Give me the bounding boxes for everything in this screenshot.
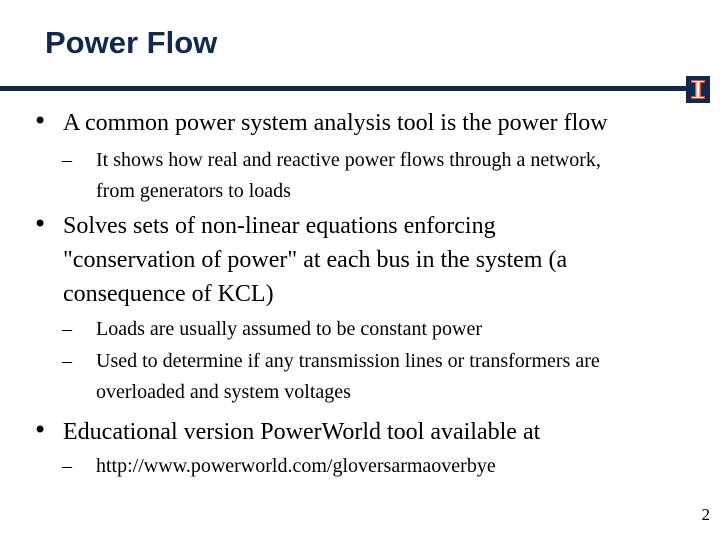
bullet-item	[33, 415, 541, 449]
bullet-marker: •	[33, 416, 48, 444]
sub-bullet-marker: –	[62, 149, 72, 171]
sub-bullet-item	[62, 314, 483, 345]
url-text: http://www.powerworld.com/gloversarmaoverbye	[96, 455, 496, 477]
sub-bullet-item	[62, 145, 601, 207]
page-number: 2	[701, 505, 710, 524]
bullet-marker: •	[33, 210, 48, 238]
title-divider	[0, 86, 686, 91]
bullet-text-line: consequence of KCL)	[63, 281, 274, 307]
university-logo-icon	[686, 76, 710, 103]
bullet-marker: •	[33, 107, 48, 135]
bullet-text-line: A common power system analysis tool is the power flow	[63, 110, 608, 136]
sub-bullet-text-line: from generators to loads	[96, 180, 291, 202]
sub-bullet-item	[62, 346, 600, 408]
sub-bullet-item	[62, 451, 496, 482]
sub-bullet-text-line: Used to determine if any transmission lines or transformers are	[96, 350, 600, 372]
bullet-text-line: "conservation of power" at each bus in the system (a	[63, 247, 568, 273]
slide-title: Power Flow	[45, 25, 218, 60]
sub-bullet-text-line: Loads are usually assumed to be constant power	[96, 318, 483, 340]
sub-bullet-marker: –	[62, 318, 72, 340]
bullet-text-line: Educational version PowerWorld tool available at	[63, 419, 541, 445]
bullet-item	[33, 209, 568, 311]
sub-bullet-text-line: It shows how real and reactive power flows through a network,	[96, 149, 601, 171]
bullet-text-line: Solves sets of non-linear equations enforcing	[63, 213, 496, 239]
sub-bullet-text-line: overloaded and system voltages	[96, 381, 351, 403]
sub-bullet-marker: –	[62, 350, 72, 372]
sub-bullet-marker: –	[62, 455, 72, 477]
bullet-item	[33, 106, 608, 140]
